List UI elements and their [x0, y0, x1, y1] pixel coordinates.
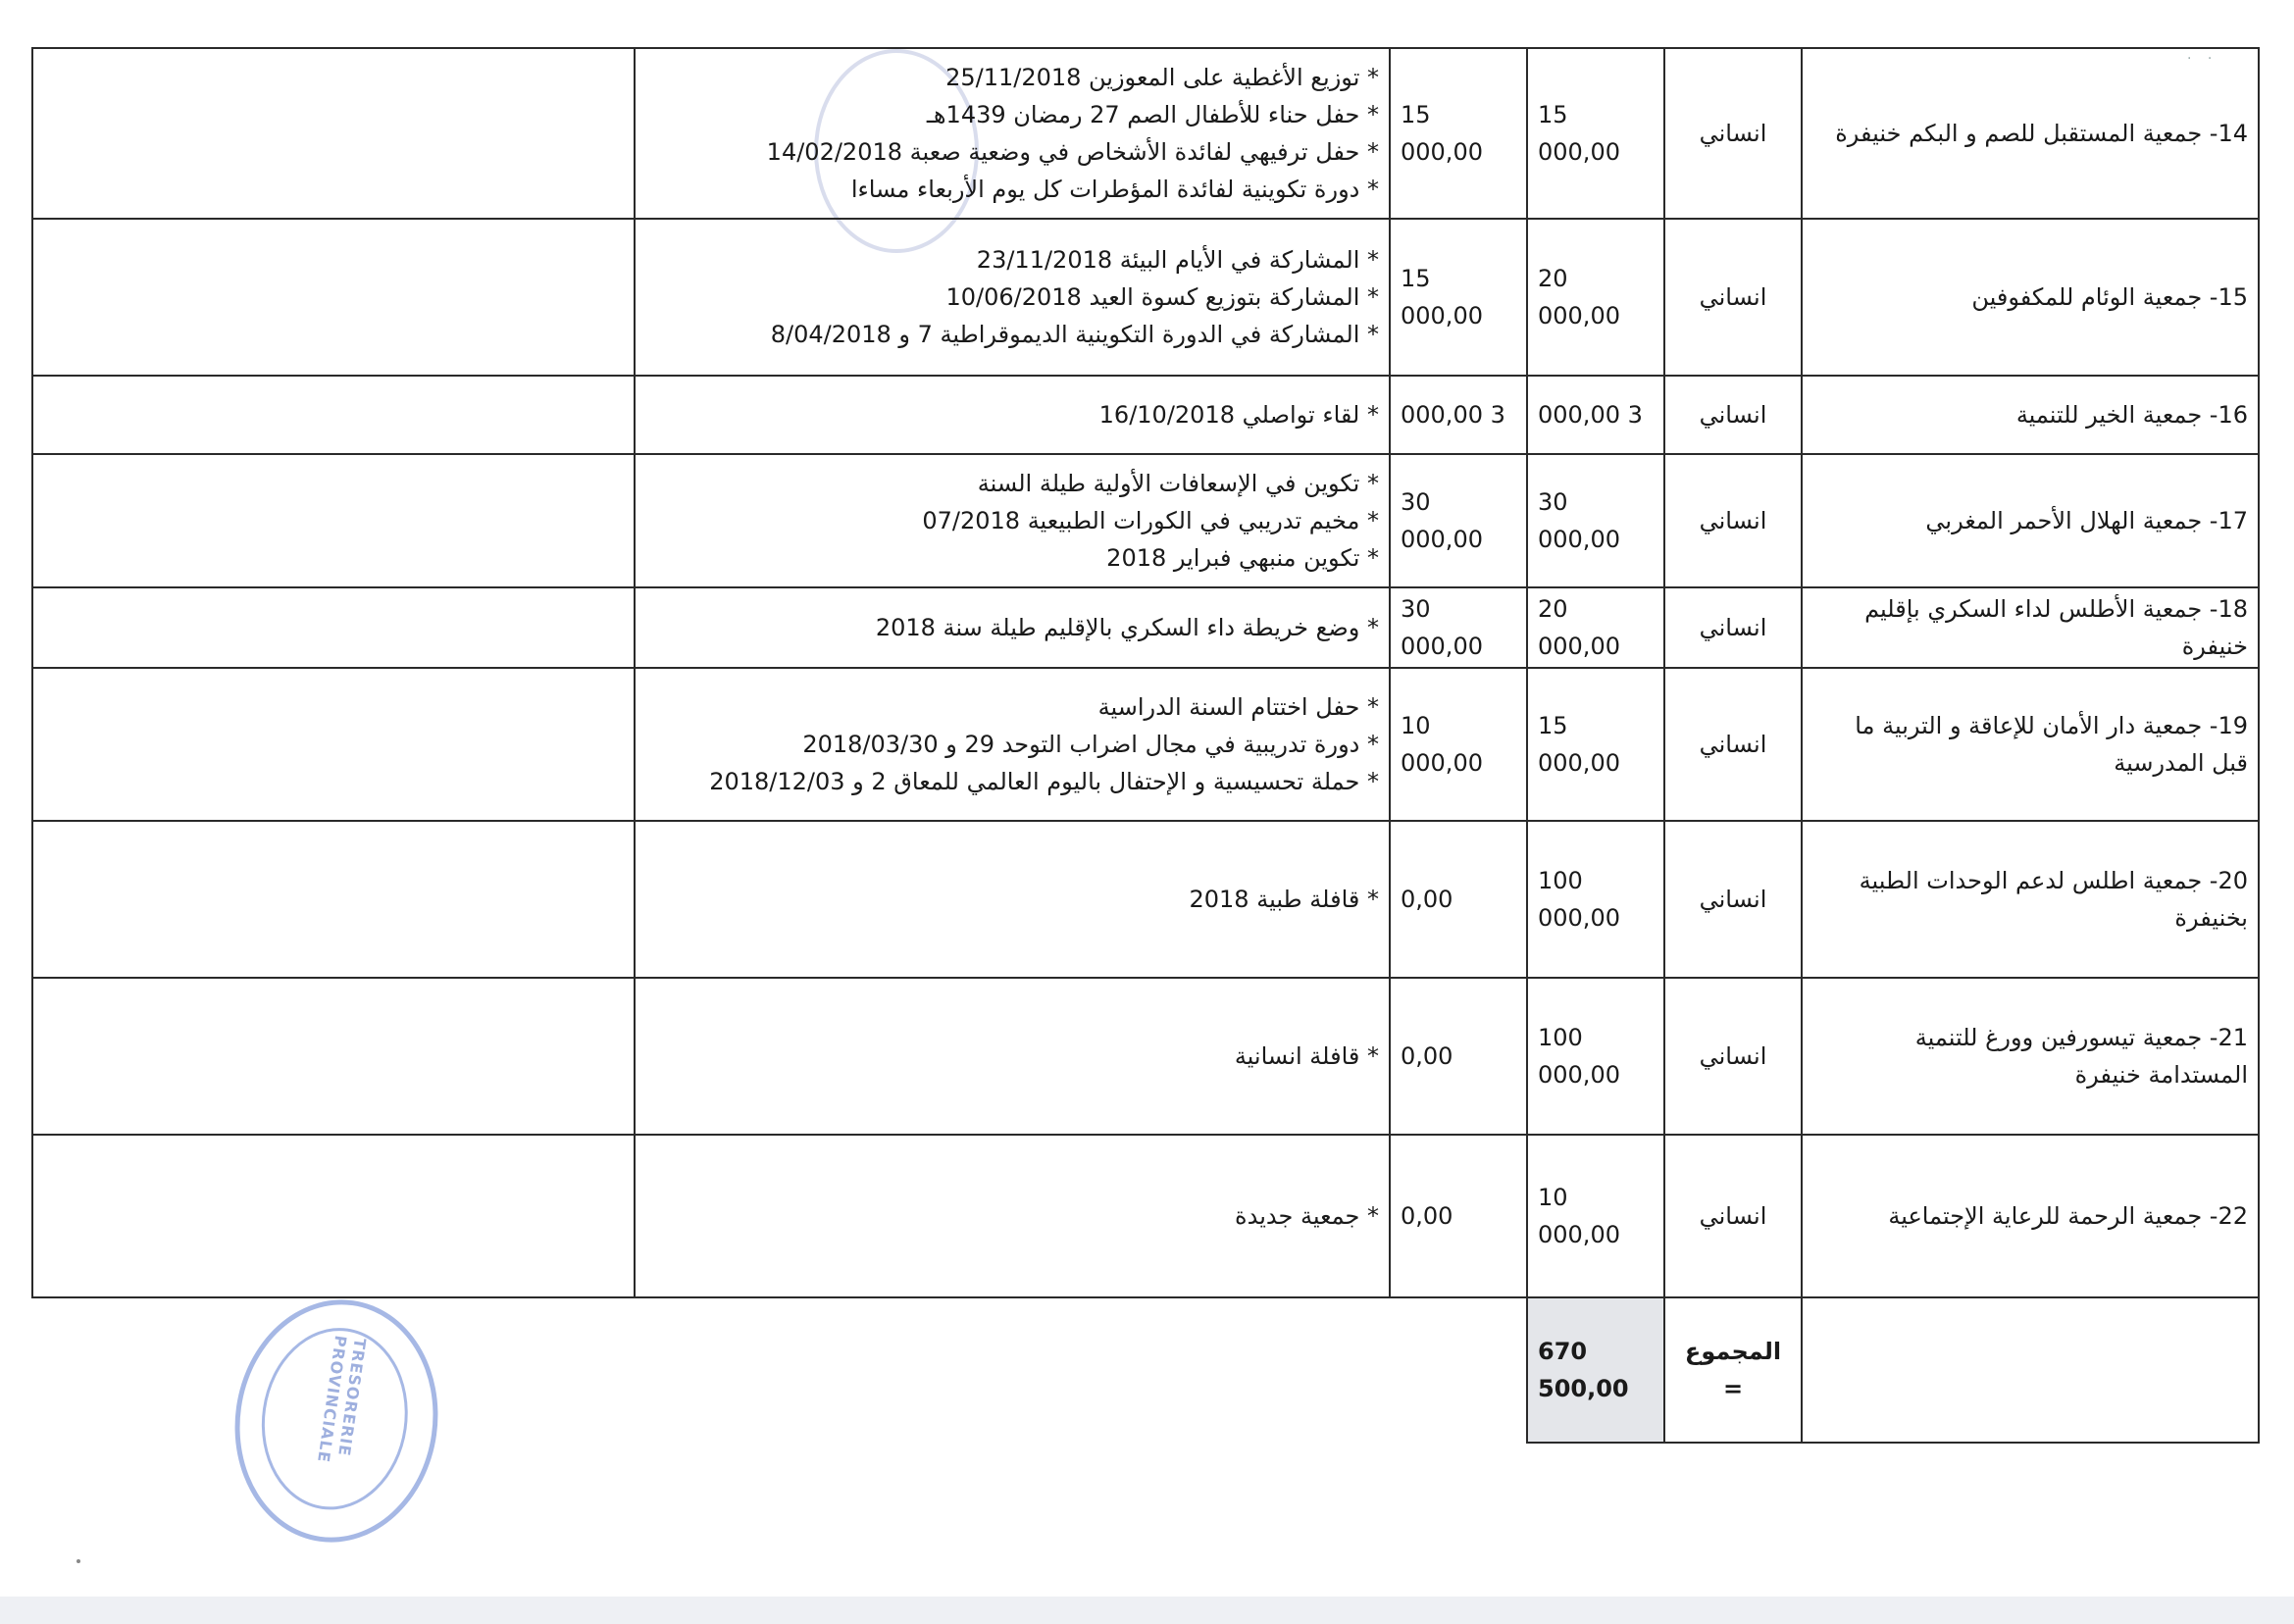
activity-item: * مخيم تدريبي في الكورات الطبيعية 07/2018	[922, 507, 1379, 534]
activity-item: * المشاركة في الأيام البيئة 23/11/2018	[976, 246, 1379, 274]
activity-item: * تكوين منبهي فبراير 2018	[1106, 544, 1379, 572]
association-name: 22- جمعية الرحمة للرعاية الإجتماعية	[1802, 1135, 2259, 1297]
amount-requested: 3 000,00	[1527, 376, 1664, 454]
total-value: 670 500,00	[1527, 1297, 1664, 1443]
amount-granted: 30 000,00	[1390, 587, 1527, 668]
association-name: 20- جمعية اطلس لدعم الوحدات الطبية بخنيفرة	[1802, 821, 2259, 978]
activity-item: * قافلة انسانية	[1234, 1042, 1379, 1070]
amount-granted: 0,00	[1390, 978, 1527, 1135]
table-row	[32, 219, 2259, 376]
association-name: 16- جمعية الخير للتنمية	[1802, 376, 2259, 454]
grant-type: انساني	[1664, 1135, 1802, 1297]
activity-item: * حفل اختتام السنة الدراسية	[1097, 693, 1379, 721]
amount-granted: 0,00	[1390, 1135, 1527, 1297]
table-row	[32, 1135, 2259, 1297]
amount-requested: 20 000,00	[1527, 587, 1664, 668]
grant-type: انساني	[1664, 376, 1802, 454]
observations-cell	[32, 821, 635, 978]
activity-item: * المشاركة في الدورة التكوينية الديموقراطية 7 و 8/04/2018	[770, 321, 1379, 348]
grant-type: انساني	[1664, 48, 1802, 219]
grant-type: انساني	[1664, 978, 1802, 1135]
activity-item: * حفل ترفيهي لفائدة الأشخاص في وضعية صعبة 14/02/2018	[766, 138, 1379, 166]
observations-cell	[32, 978, 635, 1135]
table-row	[32, 668, 2259, 821]
scan-dot	[76, 1559, 80, 1563]
amount-requested: 20 000,00	[1527, 219, 1664, 376]
amount-granted: 10 000,00	[1390, 668, 1527, 821]
grant-type: انساني	[1664, 454, 1802, 587]
observations-cell	[32, 219, 635, 376]
association-name: 17- جمعية الهلال الأحمر المغربي	[1802, 454, 2259, 587]
activities-cell	[635, 587, 1390, 668]
amount-granted: 3 000,00	[1390, 376, 1527, 454]
activity-item: * وضع خريطة داء السكري بالإقليم طيلة سنة 2018	[875, 614, 1379, 641]
activities-cell	[635, 821, 1390, 978]
grant-type: انساني	[1664, 668, 1802, 821]
activities-cell	[635, 454, 1390, 587]
activity-item: * حملة تحسيسية و الإحتفال باليوم العالمي للمعاق 2 و 2018/12/03	[709, 768, 1379, 795]
table-row	[32, 978, 2259, 1135]
observations-cell	[32, 454, 635, 587]
amount-requested: 15 000,00	[1527, 668, 1664, 821]
table-row	[32, 587, 2259, 668]
observations-cell	[32, 587, 635, 668]
grants-table	[31, 47, 2260, 1444]
total-label: المجموع =	[1664, 1297, 1802, 1443]
amount-requested: 100 000,00	[1527, 978, 1664, 1135]
activity-item: * قافلة طبية 2018	[1189, 886, 1379, 913]
table-row	[32, 821, 2259, 978]
activities-cell	[635, 1135, 1390, 1297]
activity-item: * دورة تدريبية في مجال اضراب التوحد 29 و 2018/03/30	[802, 731, 1379, 758]
observations-cell	[32, 48, 635, 219]
amount-granted: 30 000,00	[1390, 454, 1527, 587]
amount-granted: 15 000,00	[1390, 48, 1527, 219]
table-row	[32, 48, 2259, 219]
total-spacer-cell	[1802, 1297, 2259, 1443]
amount-requested: 30 000,00	[1527, 454, 1664, 587]
activities-cell	[635, 376, 1390, 454]
amount-granted: 0,00	[1390, 821, 1527, 978]
activities-cell	[635, 668, 1390, 821]
grant-type: انساني	[1664, 821, 1802, 978]
activities-cell	[635, 219, 1390, 376]
association-name: 18- جمعية الأطلس لداء السكري بإقليم خنيفرة	[1802, 587, 2259, 668]
table-row	[32, 454, 2259, 587]
activities-cell	[635, 48, 1390, 219]
activity-item: * لقاء تواصلي 16/10/2018	[1098, 401, 1379, 429]
amount-requested: 10 000,00	[1527, 1135, 1664, 1297]
grant-type: انساني	[1664, 587, 1802, 668]
activity-item: * المشاركة بتوزيع كسوة العيد 10/06/2018	[945, 283, 1379, 311]
observations-cell	[32, 1135, 635, 1297]
observations-cell	[32, 376, 635, 454]
scan-specks: · ·	[2187, 51, 2218, 67]
association-name: 21- جمعية تيسورفين وورغ للتنمية المستدامة خنيفرة	[1802, 978, 2259, 1135]
treasury-stamp-text: TRESORERIE PROVINCIALE	[314, 1334, 370, 1465]
amount-requested: 15 000,00	[1527, 48, 1664, 219]
scan-footer-band	[0, 1597, 2294, 1624]
activity-item: * جمعية جديدة	[1235, 1202, 1379, 1230]
activities-cell	[635, 978, 1390, 1135]
table-row	[32, 376, 2259, 454]
activity-item: * دورة تكوينية لفائدة المؤطرات كل يوم الأربعاء مساءا	[850, 176, 1379, 203]
amount-requested: 100 000,00	[1527, 821, 1664, 978]
association-name: 14- جمعية المستقبل للصم و البكم خنيفرة	[1802, 48, 2259, 219]
observations-cell	[32, 668, 635, 821]
amount-granted: 15 000,00	[1390, 219, 1527, 376]
association-name: 15- جمعية الوئام للمكفوفين	[1802, 219, 2259, 376]
activity-item: * تكوين في الإسعافات الأولية طيلة السنة	[977, 470, 1379, 497]
activity-item: * توزيع الأغطية على المعوزين 25/11/2018	[945, 64, 1379, 91]
activity-item: * حفل حناء للأطفال الصم 27 رمضان 1439هـ	[926, 101, 1379, 128]
association-name: 19- جمعية دار الأمان للإعاقة و التربية ما قبل المدرسية	[1802, 668, 2259, 821]
grant-type: انساني	[1664, 219, 1802, 376]
